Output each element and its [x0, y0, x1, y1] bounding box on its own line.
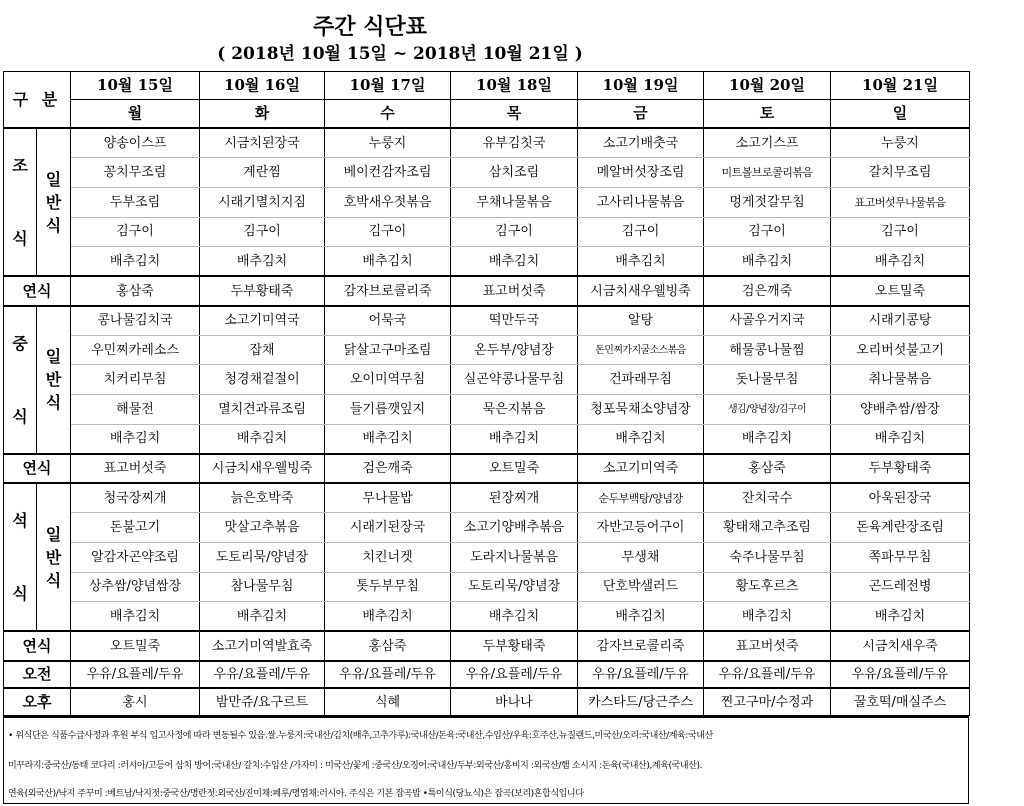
- menu-item: 아욱된장국: [831, 483, 970, 513]
- afternoon-snack-label: 오후: [4, 688, 71, 715]
- menu-item: 표고버섯무나물볶음: [831, 187, 970, 217]
- porridge-item: 소고기미역발효죽: [200, 631, 325, 660]
- weekday-header: 화: [200, 100, 325, 128]
- menu-item: 유부김칫국: [451, 128, 578, 158]
- menu-item: 들기름깻잎지: [325, 395, 451, 425]
- menu-item: 꽁치무조림: [71, 158, 200, 188]
- menu-item: 김구이: [71, 217, 200, 247]
- menu-item: 우민찌카레소스: [71, 335, 200, 365]
- date-header: 10월 20일: [704, 72, 831, 100]
- menu-item: 취나물볶음: [831, 365, 970, 395]
- note-line: 연육(외국산)/낙지 주꾸미 :베트남/낙지젓:중국산/명란젓:외국산/진미채:페루/명엽채:러시아. 주식은 기본 잡곡밥 •특이식(당뇨식)은 잡곡(보리)혼합식입니다: [8, 789, 584, 799]
- snack-item: 우유/요플레/두유: [325, 661, 451, 688]
- porridge-item: 오트밀죽: [831, 276, 970, 305]
- menu-item: 시래기콩탕: [831, 306, 970, 336]
- porridge-item: 홍삼죽: [325, 631, 451, 660]
- menu-item: 온두부/양념장: [451, 335, 578, 365]
- menu-item: 양송이스프: [71, 128, 200, 158]
- menu-item: 돈육계란장조림: [831, 513, 970, 543]
- menu-item: 사골우거지국: [704, 306, 831, 336]
- snack-item: 꿀호떡/매실주스: [831, 688, 970, 715]
- menu-item: 호박새우젓볶음: [325, 187, 451, 217]
- breakfast-porridge-label: 연식: [4, 276, 71, 305]
- menu-item: 계란찜: [200, 158, 325, 188]
- menu-item: 배추김치: [200, 602, 325, 632]
- menu-item: 떡만두국: [451, 306, 578, 336]
- menu-item: 소고기스프: [704, 128, 831, 158]
- menu-item: 자반고등어구이: [578, 513, 704, 543]
- note-line: • 위식단은 식품수급사정과 후원 부식 입고사정에 따라 변동될수 있음.쌀.누룽지:국내산/김치(배추,고추가루):국내산/돈육:국내산,수입산/우육:호주산,뉴질랜드,미국산/오리:국내산/계육:국내산: [8, 731, 713, 741]
- menu-item: 배추김치: [578, 247, 704, 277]
- morning-snack-label: 오전: [4, 661, 71, 688]
- menu-item: 순두부백탕/양념장: [578, 483, 704, 513]
- menu-item: 배추김치: [200, 247, 325, 277]
- menu-item: 배추김치: [831, 247, 970, 277]
- menu-item: 메알버섯장조림: [578, 158, 704, 188]
- menu-item: 누룽지: [325, 128, 451, 158]
- menu-item: 소고기양배추볶음: [451, 513, 578, 543]
- porridge-item: 소고기미역죽: [578, 454, 704, 483]
- menu-item: 숙주나물무침: [704, 543, 831, 573]
- menu-item: 삼치조림: [451, 158, 578, 188]
- menu-item: 알감자곤약조림: [71, 543, 200, 573]
- porridge-item: 시금치새우웰빙죽: [578, 276, 704, 305]
- porridge-item: 시금치새우죽: [831, 631, 970, 660]
- menu-item: 김구이: [831, 217, 970, 247]
- snack-item: 홍시: [71, 688, 200, 715]
- snack-item: 우유/요플레/두유: [831, 661, 970, 688]
- menu-item: 배추김치: [704, 424, 831, 454]
- menu-item: 멸치견과류조림: [200, 395, 325, 425]
- weekday-header: 월: [71, 100, 200, 128]
- menu-item: 배추김치: [451, 424, 578, 454]
- lunch-label: 중 식: [4, 306, 37, 454]
- menu-item: 무채나물볶음: [451, 187, 578, 217]
- menu-item: 알탕: [578, 306, 704, 336]
- menu-item: 콩나물김치국: [71, 306, 200, 336]
- snack-item: 우유/요플레/두유: [451, 661, 578, 688]
- breakfast-general-label: 일 반 식: [37, 128, 71, 276]
- menu-item: 청국장찌개: [71, 483, 200, 513]
- weekday-header: 목: [451, 100, 578, 128]
- menu-item: 오리버섯불고기: [831, 335, 970, 365]
- menu-item: 치킨너겟: [325, 543, 451, 573]
- menu-item: 실곤약콩나물무침: [451, 365, 578, 395]
- menu-item: 단호박샐러드: [578, 572, 704, 602]
- menu-item: 묵은지볶음: [451, 395, 578, 425]
- menu-item: 배추김치: [200, 424, 325, 454]
- menu-item: 해물콩나물찜: [704, 335, 831, 365]
- menu-item: 해물전: [71, 395, 200, 425]
- porridge-item: 두부황태죽: [831, 454, 970, 483]
- menu-item: 시금치된장국: [200, 128, 325, 158]
- lunch-general-label: 일 반 식: [37, 306, 71, 454]
- menu-item: 시래기멸치지짐: [200, 187, 325, 217]
- menu-item: 닭살고구마조림: [325, 335, 451, 365]
- menu-item: 치커리무침: [71, 365, 200, 395]
- weekday-header: 수: [325, 100, 451, 128]
- menu-item: 무나물밥: [325, 483, 451, 513]
- menu-item: 황도후르츠: [704, 572, 831, 602]
- date-header: 10월 16일: [200, 72, 325, 100]
- porridge-item: 표고버섯죽: [71, 454, 200, 483]
- menu-item: 시래기된장국: [325, 513, 451, 543]
- menu-item: 맛살고추볶음: [200, 513, 325, 543]
- porridge-item: 시금치새우웰빙죽: [200, 454, 325, 483]
- porridge-item: 두부황태죽: [200, 276, 325, 305]
- porridge-item: 홍삼죽: [71, 276, 200, 305]
- menu-item: 김구이: [578, 217, 704, 247]
- menu-item: 배추김치: [578, 602, 704, 632]
- menu-item: 베이컨감자조림: [325, 158, 451, 188]
- menu-item: 황태채고추조림: [704, 513, 831, 543]
- menu-item: 잔치국수: [704, 483, 831, 513]
- menu-item: 멍게젓갈무침: [704, 187, 831, 217]
- menu-item: 돈불고기: [71, 513, 200, 543]
- menu-item: 두부조림: [71, 187, 200, 217]
- menu-item: 참나물무침: [200, 572, 325, 602]
- menu-item: 무생채: [578, 543, 704, 573]
- dinner-porridge-label: 연식: [4, 631, 71, 660]
- porridge-item: 검은깨죽: [704, 276, 831, 305]
- menu-item: 소고기미역국: [200, 306, 325, 336]
- page-title: 주간 식단표: [313, 14, 427, 40]
- porridge-item: 검은깨죽: [325, 454, 451, 483]
- menu-item: 김구이: [200, 217, 325, 247]
- snack-item: 카스타드/당근주스: [578, 688, 704, 715]
- menu-item: 배추김치: [71, 602, 200, 632]
- porridge-item: 표고버섯죽: [451, 276, 578, 305]
- porridge-item: 오트밀죽: [451, 454, 578, 483]
- menu-item: 도토리묵/양념장: [200, 543, 325, 573]
- category-header: 구 분: [4, 72, 71, 129]
- menu-item: 청포묵채소양념장: [578, 395, 704, 425]
- snack-item: 밤만쥬/요구르트: [200, 688, 325, 715]
- porridge-item: 두부황태죽: [451, 631, 578, 660]
- menu-item: 양배추쌈/쌈장: [831, 395, 970, 425]
- menu-item: 배추김치: [831, 602, 970, 632]
- menu-item: 배추김치: [451, 247, 578, 277]
- dinner-general-label: 일 반 식: [37, 483, 71, 631]
- date-header: 10월 15일: [71, 72, 200, 100]
- porridge-item: 감자브로콜리죽: [578, 631, 704, 660]
- note-line: 미꾸라지:중국산/동태 코다리 :러시아/고등어 삼치 방어:국내산/ 갈치:수입산 /가자미 : 미국산/꽃게 :중국산/오징어:국내산/두부:외국산/홍비지 :외국산/햄 소시지 :돈육(국내산),계육(국내산).: [8, 761, 703, 771]
- menu-item: 잡채: [200, 335, 325, 365]
- weekday-header: 금: [578, 100, 704, 128]
- menu-item: 배추김치: [71, 424, 200, 454]
- snack-item: 우유/요플레/두유: [578, 661, 704, 688]
- snack-item: 우유/요플레/두유: [71, 661, 200, 688]
- porridge-item: 홍삼죽: [704, 454, 831, 483]
- menu-item: 배추김치: [704, 602, 831, 632]
- menu-item: 된장찌개: [451, 483, 578, 513]
- date-header: 10월 18일: [451, 72, 578, 100]
- date-header: 10월 19일: [578, 72, 704, 100]
- page-subtitle: ( 2018년 10월 15일 ~ 2018년 10월 21일 ): [217, 44, 583, 64]
- menu-item: 배추김치: [831, 424, 970, 454]
- menu-item: 청경채겉절이: [200, 365, 325, 395]
- menu-item: 도라지나물볶음: [451, 543, 578, 573]
- menu-item: 도토리묵/양념장: [451, 572, 578, 602]
- dinner-label: 석 식: [4, 483, 37, 631]
- snack-item: 식혜: [325, 688, 451, 715]
- date-header: 10월 17일: [325, 72, 451, 100]
- menu-item: 소고기배춧국: [578, 128, 704, 158]
- menu-item: 배추김치: [325, 602, 451, 632]
- snack-item: 찐고구마/수정과: [704, 688, 831, 715]
- porridge-item: 감자브로콜리죽: [325, 276, 451, 305]
- menu-item: 배추김치: [578, 424, 704, 454]
- notes-box: [3, 716, 969, 804]
- menu-item: 고사리나물볶음: [578, 187, 704, 217]
- menu-item: 돗나물무침: [704, 365, 831, 395]
- snack-item: 바나나: [451, 688, 578, 715]
- menu-item: 늙은호박죽: [200, 483, 325, 513]
- snack-item: 우유/요플레/두유: [704, 661, 831, 688]
- breakfast-label: 조 식: [4, 128, 37, 276]
- menu-table: [3, 71, 970, 716]
- menu-item: 생김/양념장/김구이: [704, 395, 831, 425]
- menu-item: 건파래무침: [578, 365, 704, 395]
- menu-item: 톳두부무침: [325, 572, 451, 602]
- menu-item: 곤드레전병: [831, 572, 970, 602]
- menu-item: 김구이: [704, 217, 831, 247]
- menu-item: 미트볼브로콜리볶음: [704, 158, 831, 188]
- date-header: 10월 21일: [831, 72, 970, 100]
- weekday-header: 일: [831, 100, 970, 128]
- menu-item: 상추쌈/양념쌈장: [71, 572, 200, 602]
- menu-item: 배추김치: [71, 247, 200, 277]
- menu-item: 돈민찌가지굴소스볶음: [578, 335, 704, 365]
- menu-item: 김구이: [325, 217, 451, 247]
- menu-item: 배추김치: [451, 602, 578, 632]
- lunch-porridge-label: 연식: [4, 454, 71, 483]
- menu-item: 배추김치: [325, 424, 451, 454]
- porridge-item: 오트밀죽: [71, 631, 200, 660]
- menu-item: 갈치무조림: [831, 158, 970, 188]
- menu-item: 어묵국: [325, 306, 451, 336]
- menu-item: 오이미역무침: [325, 365, 451, 395]
- snack-item: 우유/요플레/두유: [200, 661, 325, 688]
- menu-item: 배추김치: [704, 247, 831, 277]
- menu-item: 누룽지: [831, 128, 970, 158]
- menu-item: 김구이: [451, 217, 578, 247]
- weekday-header: 토: [704, 100, 831, 128]
- porridge-item: 표고버섯죽: [704, 631, 831, 660]
- menu-item: 배추김치: [325, 247, 451, 277]
- menu-item: 쪽파무무침: [831, 543, 970, 573]
